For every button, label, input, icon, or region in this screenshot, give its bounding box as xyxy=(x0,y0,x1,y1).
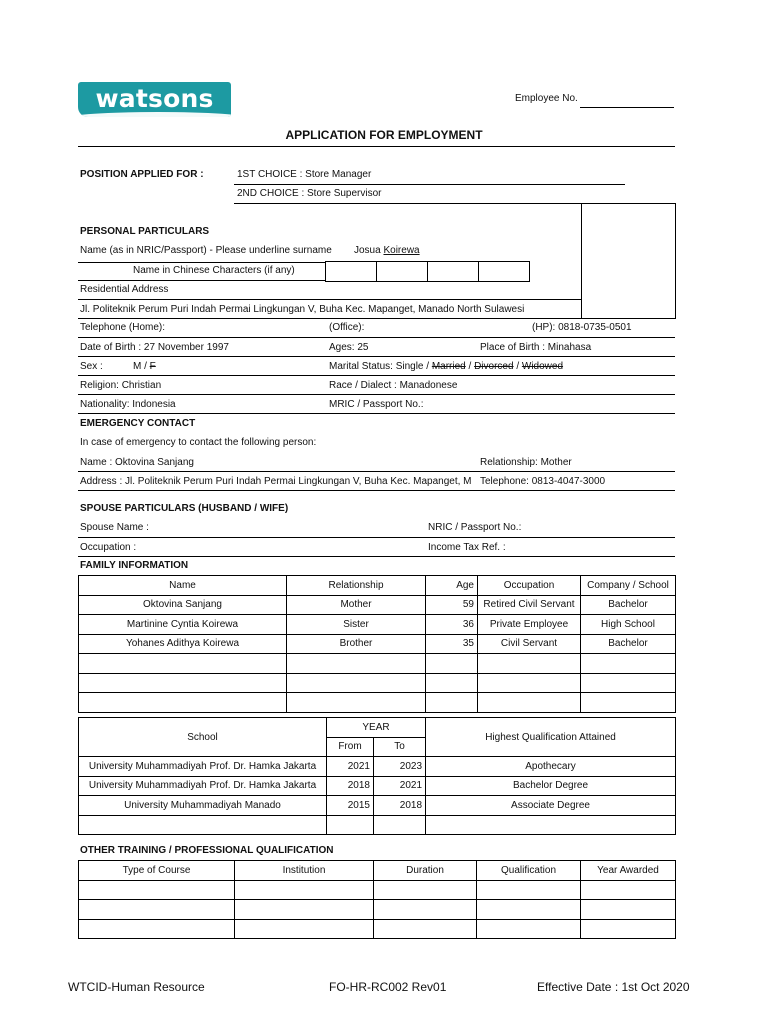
table-cell: Oktovina Sanjang xyxy=(79,595,287,615)
address-label: Residential Address xyxy=(80,284,169,295)
column-header: YEAR xyxy=(327,718,426,738)
table-cell[interactable] xyxy=(287,673,426,693)
table-cell: Civil Servant xyxy=(478,634,581,654)
table-row xyxy=(79,900,676,920)
residential-address: Jl. Politeknik Perum Puri Indah Permai Lingkungan V, Buha Kec. Mapanget, Manado North Sulawesi xyxy=(80,304,525,315)
column-header: Occupation xyxy=(478,576,581,596)
column-header: Institution xyxy=(235,861,374,881)
chinese-char-box[interactable] xyxy=(479,262,530,282)
table-cell[interactable] xyxy=(581,900,676,920)
divider xyxy=(78,537,675,538)
table-cell[interactable] xyxy=(581,673,676,693)
table-row xyxy=(79,796,676,816)
family-table xyxy=(78,575,676,713)
table-cell: 2021 xyxy=(327,757,374,777)
table-cell[interactable] xyxy=(235,880,374,900)
divider xyxy=(78,490,675,491)
nationality: Nationality: Indonesia xyxy=(80,399,176,410)
table-cell: University Muhammadiyah Prof. Dr. Hamka Jakarta xyxy=(79,776,327,796)
marital-divorced: Divorced xyxy=(474,361,514,372)
sex-value xyxy=(133,361,156,372)
applicant-name xyxy=(354,245,420,256)
column-header: Duration xyxy=(374,861,477,881)
column-header: Year Awarded xyxy=(581,861,676,881)
divider xyxy=(78,146,675,147)
table-cell: High School xyxy=(581,615,676,635)
date-of-birth: Date of Birth : 27 November 1997 xyxy=(80,342,229,353)
table-cell: 2018 xyxy=(327,776,374,796)
table-cell: Apothecary xyxy=(426,757,676,777)
table-row xyxy=(79,595,676,615)
table-cell[interactable] xyxy=(426,654,478,674)
table-row xyxy=(79,776,676,796)
training-heading: OTHER TRAINING / PROFESSIONAL QUALIFICATION xyxy=(80,845,334,856)
table-row xyxy=(79,880,676,900)
table-row xyxy=(79,757,676,777)
column-header: From xyxy=(327,737,374,757)
column-header: School xyxy=(79,718,327,757)
table-cell: Bachelor xyxy=(581,634,676,654)
spouse-name: Spouse Name : xyxy=(80,522,149,533)
logo-text: watsons xyxy=(95,84,214,113)
table-cell: University Muhammadiyah Manado xyxy=(79,796,327,816)
emergency-heading: EMERGENCY CONTACT xyxy=(80,418,196,429)
chinese-char-box[interactable] xyxy=(377,262,428,282)
divider xyxy=(78,413,675,414)
table-cell[interactable] xyxy=(581,654,676,674)
spouse-heading: SPOUSE PARTICULARS (HUSBAND / WIFE) xyxy=(80,503,289,514)
position-label: POSITION APPLIED FOR : xyxy=(80,169,204,180)
table-cell: 35 xyxy=(426,634,478,654)
table-cell: 2021 xyxy=(374,776,426,796)
table-cell[interactable] xyxy=(581,919,676,939)
table-header-row xyxy=(79,861,676,881)
education-table xyxy=(78,717,676,835)
column-header: Type of Course xyxy=(79,861,235,881)
table-cell[interactable] xyxy=(79,815,327,835)
second-choice: 2ND CHOICE : Store Supervisor xyxy=(237,188,382,199)
table-cell: Private Employee xyxy=(478,615,581,635)
surname: Koirewa xyxy=(383,245,420,256)
table-cell: Brother xyxy=(287,634,426,654)
table-cell[interactable] xyxy=(327,815,374,835)
table-cell: Associate Degree xyxy=(426,796,676,816)
sex-label: Sex : xyxy=(80,361,103,372)
photo-box xyxy=(581,203,676,319)
first-name: Josua xyxy=(354,245,381,256)
table-cell[interactable] xyxy=(581,880,676,900)
column-header: Age xyxy=(426,576,478,596)
table-cell: 36 xyxy=(426,615,478,635)
spouse-nric: NRIC / Passport No.: xyxy=(428,522,522,533)
watsons-logo xyxy=(78,82,231,117)
table-row xyxy=(79,919,676,939)
column-header: Highest Qualification Attained xyxy=(426,718,676,757)
table-cell[interactable] xyxy=(478,673,581,693)
table-cell: 2018 xyxy=(374,796,426,816)
divider xyxy=(78,280,325,281)
place-of-birth: Place of Birth : Minahasa xyxy=(480,342,592,353)
telephone-hp: (HP): 0818-0735-0501 xyxy=(532,322,632,333)
divider xyxy=(78,356,675,357)
table-cell: 59 xyxy=(426,595,478,615)
table-header-row xyxy=(79,718,676,738)
table-cell[interactable] xyxy=(477,919,581,939)
telephone-home: Telephone (Home): xyxy=(80,322,166,333)
table-cell[interactable] xyxy=(374,900,477,920)
table-row xyxy=(79,654,676,674)
table-row xyxy=(79,693,676,713)
table-cell[interactable] xyxy=(426,815,676,835)
table-row xyxy=(79,615,676,635)
table-cell: Mother xyxy=(287,595,426,615)
divider xyxy=(78,299,581,300)
emergency-address: Address : Jl. Politeknik Perum Puri Indah Permai Lingkungan V, Buha Kec. Mapanget, M xyxy=(80,476,472,487)
table-cell: 2023 xyxy=(374,757,426,777)
table-cell: Bachelor Degree xyxy=(426,776,676,796)
race-dialect: Race / Dialect : Manadonese xyxy=(329,380,458,391)
nric-passport: MRIC / Passport No.: xyxy=(329,399,424,410)
table-cell: Bachelor xyxy=(581,595,676,615)
spouse-tax-ref: Income Tax Ref. : xyxy=(428,542,506,553)
footer-department: WTCID-Human Resource xyxy=(68,980,205,994)
table-cell[interactable] xyxy=(374,815,426,835)
table-cell[interactable] xyxy=(374,919,477,939)
column-header: Qualification xyxy=(477,861,581,881)
table-row xyxy=(79,673,676,693)
spouse-occupation: Occupation : xyxy=(80,542,137,553)
footer-effective-date: Effective Date : 1st Oct 2020 xyxy=(537,980,690,994)
table-cell[interactable] xyxy=(79,919,235,939)
table-row xyxy=(79,815,676,835)
first-choice: 1ST CHOICE : Store Manager xyxy=(237,169,372,180)
divider xyxy=(78,318,675,319)
family-heading: FAMILY INFORMATION xyxy=(80,560,189,571)
form-title: APPLICATION FOR EMPLOYMENT xyxy=(285,128,483,142)
table-cell: University Muhammadiyah Prof. Dr. Hamka Jakarta xyxy=(79,757,327,777)
table-cell[interactable] xyxy=(426,673,478,693)
table-cell[interactable] xyxy=(235,919,374,939)
footer-form-code: FO-HR-RC002 Rev01 xyxy=(329,980,447,994)
table-cell[interactable] xyxy=(79,673,287,693)
emergency-name: Name : Oktovina Sanjang xyxy=(80,457,194,468)
divider xyxy=(78,375,675,376)
personal-heading: PERSONAL PARTICULARS xyxy=(80,226,210,237)
divider xyxy=(78,471,675,472)
name-label: Name (as in NRIC/Passport) - Please underline surname xyxy=(80,245,332,256)
table-cell[interactable] xyxy=(478,654,581,674)
table-cell[interactable] xyxy=(79,880,235,900)
column-header: Relationship xyxy=(287,576,426,596)
table-cell[interactable] xyxy=(79,900,235,920)
sex-male: M / xyxy=(133,361,147,372)
religion: Religion: Christian xyxy=(80,380,162,391)
emergency-telephone: Telephone: 0813-4047-3000 xyxy=(480,476,606,487)
employee-no-label: Employee No. xyxy=(515,93,578,104)
divider xyxy=(78,556,675,557)
divider xyxy=(234,184,625,185)
table-header-row xyxy=(79,576,676,596)
table-cell[interactable] xyxy=(79,693,287,713)
table-cell[interactable] xyxy=(477,880,581,900)
divider xyxy=(78,337,675,338)
divider xyxy=(78,394,675,395)
chinese-char-box[interactable] xyxy=(428,262,479,282)
emergency-relationship: Relationship: Mother xyxy=(480,457,572,468)
marital-widowed: Widowed xyxy=(521,361,564,372)
table-cell: Sister xyxy=(287,615,426,635)
column-header: To xyxy=(374,737,426,757)
table-cell[interactable] xyxy=(287,693,426,713)
training-table xyxy=(78,860,676,939)
table-cell: Yohanes Adithya Koirewa xyxy=(79,634,287,654)
column-header: Name xyxy=(79,576,287,596)
table-row xyxy=(79,634,676,654)
marital-married: Married xyxy=(431,361,466,372)
table-cell[interactable] xyxy=(426,693,478,713)
table-cell[interactable] xyxy=(374,880,477,900)
employee-no-field[interactable] xyxy=(580,107,674,108)
table-cell[interactable] xyxy=(477,900,581,920)
emergency-intro: In case of emergency to contact the following person: xyxy=(80,437,317,448)
sex-female: F xyxy=(149,361,156,372)
chinese-name-label: Name in Chinese Characters (if any) xyxy=(133,265,295,276)
table-cell[interactable] xyxy=(478,693,581,713)
table-cell: Martinine Cyntia Koirewa xyxy=(79,615,287,635)
chinese-characters-boxes xyxy=(325,261,530,282)
ages: Ages: 25 xyxy=(329,342,369,353)
table-cell[interactable] xyxy=(581,693,676,713)
marital-status: Marital Status: Single / Married / Divorced / Widowed xyxy=(329,361,564,372)
chinese-char-box[interactable] xyxy=(326,262,377,282)
marital-prefix: Marital Status: Single / xyxy=(329,361,430,372)
divider xyxy=(78,262,325,263)
table-cell[interactable] xyxy=(287,654,426,674)
column-header: Company / School xyxy=(581,576,676,596)
table-cell[interactable] xyxy=(235,900,374,920)
table-cell[interactable] xyxy=(79,654,287,674)
table-cell: 2015 xyxy=(327,796,374,816)
telephone-office: (Office): xyxy=(329,322,365,333)
table-cell: Retired Civil Servant xyxy=(478,595,581,615)
